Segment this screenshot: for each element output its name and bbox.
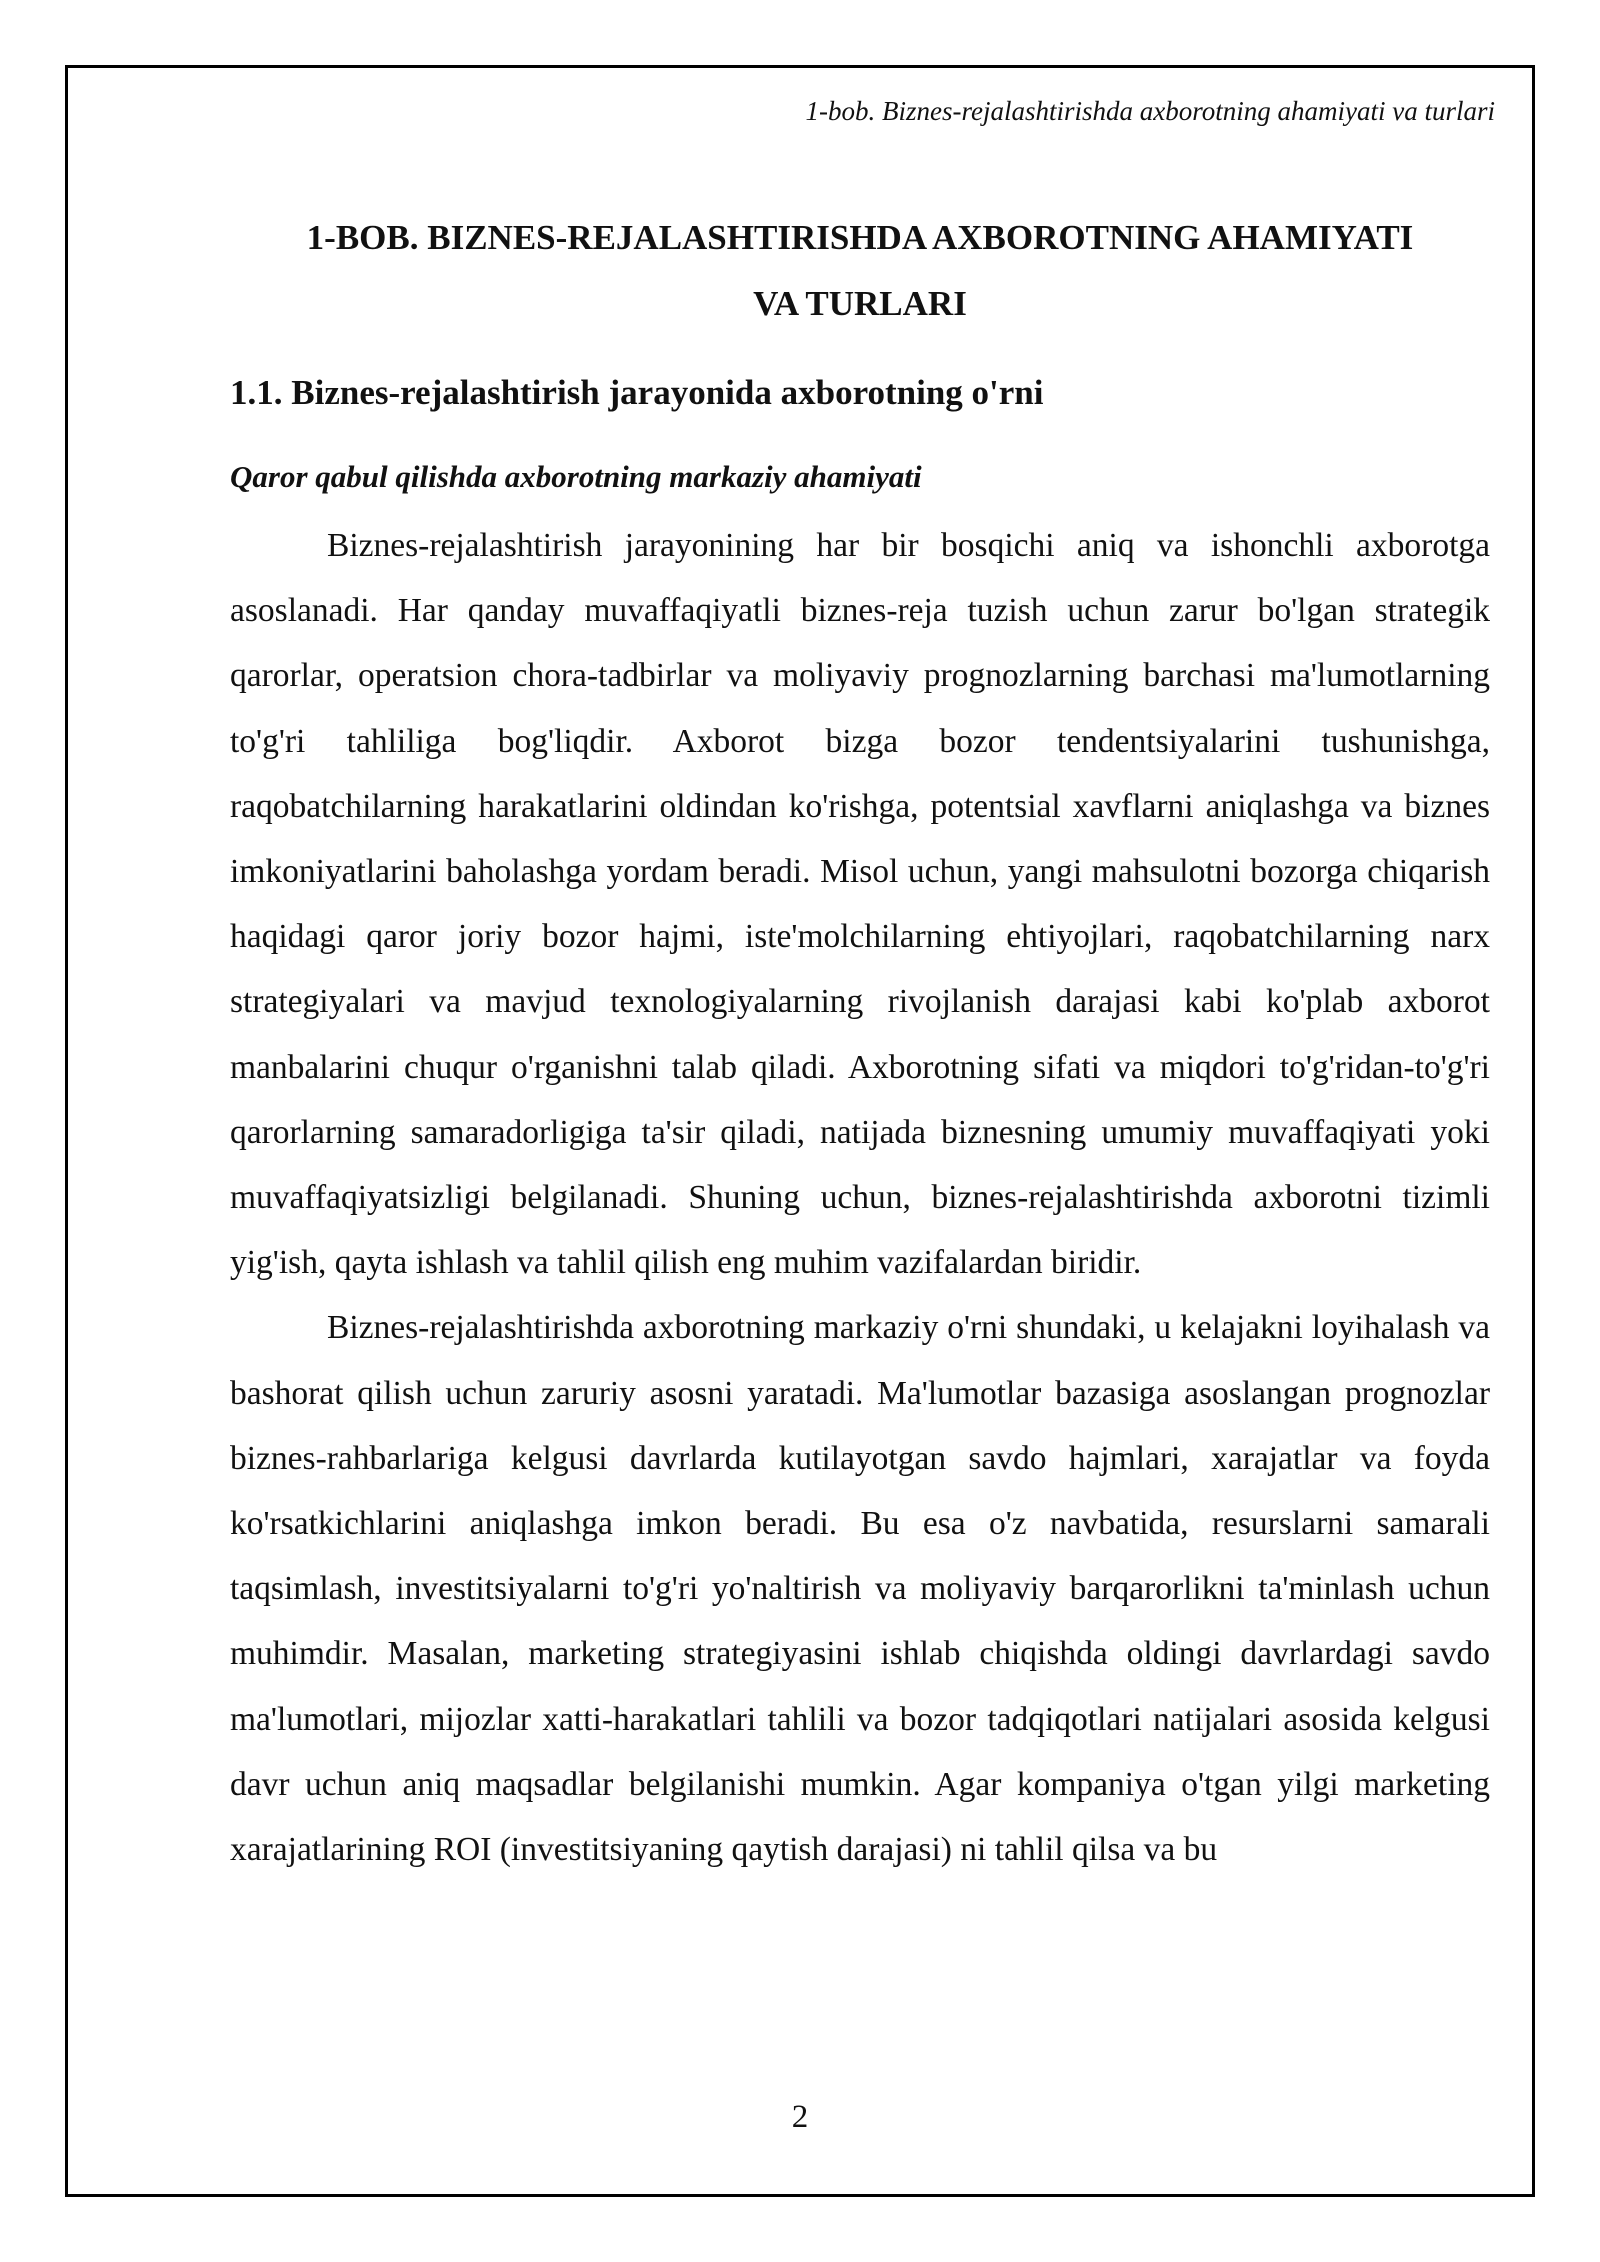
- running-header: 1-bob. Biznes-rejalashtirishda axborotning ahamiyati va turlari: [805, 96, 1495, 126]
- chapter-title: [230, 205, 1490, 337]
- chapter-title-line-1: 1-BOB. BIZNES-REJALASHTIRISHDA AXBOROTNING AHAMIYATI: [306, 218, 1414, 257]
- page-content: [230, 205, 1490, 1882]
- page-number: 2: [791, 2099, 809, 2135]
- chapter-title-line-2: VA TURLARI: [753, 284, 967, 323]
- body-paragraph-2: Biznes-rejalashtirishda axborotning markaziy o'rni shundaki, u kelajakni loyihalash va bashorat qilish uchun zaruriy asosni yaratadi. Ma'lumotlar bazasiga asoslangan prognozlar biznes-rahbarlariga kelgusi davrlarda kutilayotgan savdo hajmlari, xarajatlar va foyda ko'rsatkichlarini aniqlashga imkon beradi. Bu esa o'z navbatida, resurslarni samarali taqsimlash, investitsiyalarni to'g'ri yo'naltirish va moliyaviy barqarorlikni ta'minlash uchun muhimdir. Masalan, marketing strategiyasini ishlab chiqishda oldingi davrlardagi savdo ma'lumotlari, mijozlar xatti-harakatlari tahlili va bozor tadqiqotlari natijalari asosida kelgusi davr uchun aniq maqsadlar belgilanishi mumkin. Agar kompaniya o'tgan yilgi marketing xarajatlarining ROI (investitsiyaning qaytish darajasi) ni tahlil qilsa va bu: [230, 1309, 1490, 1869]
- body-paragraph-1: Biznes-rejalashtirish jarayonining har bir bosqichi aniq va ishonchli axborotga asoslanadi. Har qanday muvaffaqiyatli biznes-reja tuzish uchun zarur bo'lgan strategik qarorlar, operatsion chora-tadbirlar va moliyaviy prognozlarning barchasi ma'lumotlarning to'g'ri tahliliga bog'liqdir. Axborot bizga bozor tendentsiyalarini tushunishga, raqobatchilarning harakatlarini oldindan ko'rishga, potentsial xavflarni aniqlashga va biznes imkoniyatlarini baholashga yordam beradi. Misol uchun, yangi mahsulotni bozorga chiqarish haqidagi qaror joriy bozor hajmi, iste'molchilarning ehtiyojlari, raqobatchilarning narx strategiyalari va mavjud texnologiyalarning rivojlanish darajasi kabi ko'plab axborot manbalarini chuqur o'rganishni talab qiladi. Axborotning sifati va miqdori to'g'ridan-to'g'ri qarorlarning samaradorligiga ta'sir qiladi, natijada biznesning umumiy muvaffaqiyati yoki muvaffaqiyatsizligi belgilanadi. Shuning uchun, biznes-rejalashtirishda axborotni tizimli yig'ish, qayta ishlash va tahlil qilish eng muhim vazifalardan biridir.: [230, 527, 1490, 1282]
- section-subtitle: Qaror qabul qilishda axborotning markaziy ahamiyati: [230, 459, 922, 494]
- section-title: 1.1. Biznes-rejalashtirish jarayonida axborotning o'rni: [230, 373, 1044, 412]
